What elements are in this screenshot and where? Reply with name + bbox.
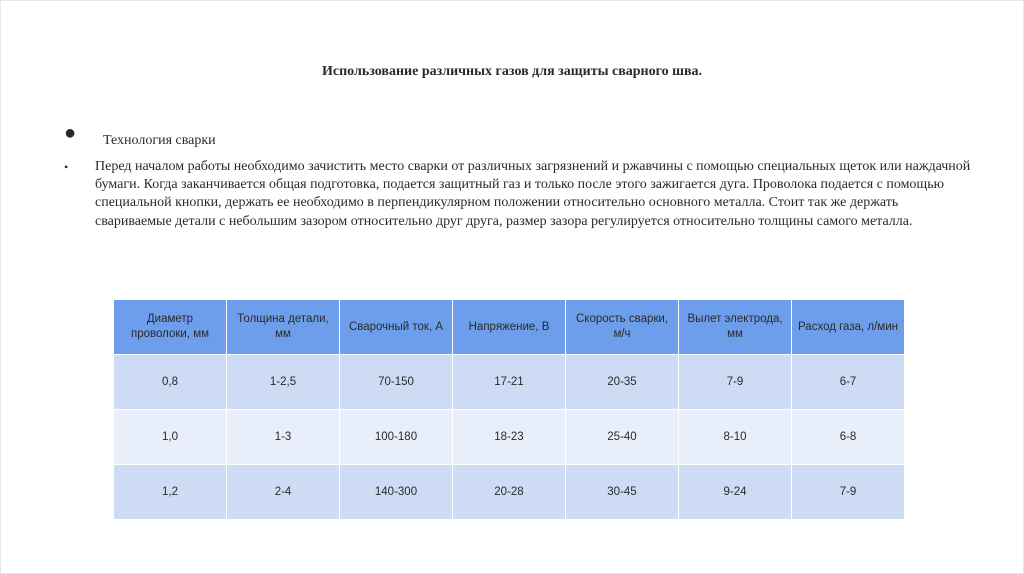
- table-cell: 8-10: [679, 410, 792, 465]
- header-gas-flow: Расход газа, л/мин: [792, 300, 905, 355]
- table-header-row: [114, 300, 905, 355]
- header-electrode-stickout: Вылет электрода, мм: [679, 300, 792, 355]
- header-voltage: Напряжение, В: [453, 300, 566, 355]
- header-welding-current: Сварочный ток, А: [340, 300, 453, 355]
- header-wire-diameter: Диаметр проволоки, мм: [114, 300, 227, 355]
- table-row: [114, 465, 905, 520]
- table-cell: 2-4: [227, 465, 340, 520]
- table-cell: 6-7: [792, 355, 905, 410]
- table-cell: 20-28: [453, 465, 566, 520]
- welding-parameters-table: [113, 299, 905, 520]
- table-cell: 7-9: [792, 465, 905, 520]
- table-cell: 1,0: [114, 410, 227, 465]
- table-cell: 30-45: [566, 465, 679, 520]
- table-cell: 20-35: [566, 355, 679, 410]
- table-cell: 140-300: [340, 465, 453, 520]
- table-cell: 1-2,5: [227, 355, 340, 410]
- body-paragraph: Перед началом работы необходимо зачистить место сварки от различных загрязнений и ржавчины с помощью специальных щеток или наждачной бумаги. Когда заканчивается общая подготовка, подается защитный газ и только после этого зажигается дуга. Проволока подается с помощью специальной кнопки, держать ее необходимо в перпендикулярном положении относительно основного металла. Стоит так же держать свариваемые детали с небольшим зазором относительно друг друга, размер зазора регулируется относительно толщины самого металла.: [95, 159, 971, 229]
- table-cell: 70-150: [340, 355, 453, 410]
- table-cell: 7-9: [679, 355, 792, 410]
- table-cell: 6-8: [792, 410, 905, 465]
- subheading: Технология сварки: [103, 133, 216, 148]
- table-cell: 17-21: [453, 355, 566, 410]
- table-cell: 100-180: [340, 410, 453, 465]
- table-cell: 1,2: [114, 465, 227, 520]
- table-cell: 18-23: [453, 410, 566, 465]
- bullet-dot: •: [64, 160, 69, 174]
- page-title: Использование различных газов для защиты сварного шва.: [321, 64, 703, 79]
- header-part-thickness: Толщина детали, мм: [227, 300, 340, 355]
- table-row: [114, 355, 905, 410]
- table-cell: 25-40: [566, 410, 679, 465]
- header-welding-speed: Скорость сварки, м/ч: [566, 300, 679, 355]
- table-row: [114, 410, 905, 465]
- table-cell: 0,8: [114, 355, 227, 410]
- table-cell: 9-24: [679, 465, 792, 520]
- bullet-dot: ●: [64, 122, 77, 144]
- table-cell: 1-3: [227, 410, 340, 465]
